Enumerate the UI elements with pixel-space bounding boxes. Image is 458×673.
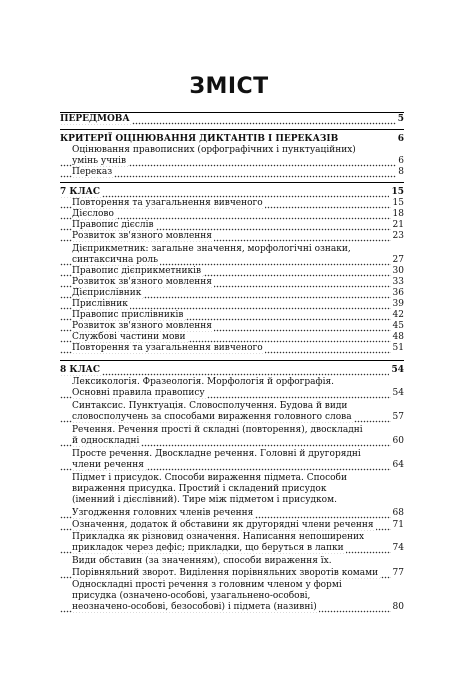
toc-entry[interactable]: Основні правила правопису 54 xyxy=(60,388,404,399)
toc-entry[interactable]: Повторення та узагальнення вивченого 51 xyxy=(60,343,404,354)
toc-entry-line[interactable]: вираження присудка. Простий і складений присудок xyxy=(72,484,327,494)
page-number: 64 xyxy=(392,460,404,470)
toc-entry[interactable]: неозначено-особові, безособові) і підмета (називні) 80 xyxy=(60,602,404,613)
page-number: 6 xyxy=(397,134,404,144)
page-number: 57 xyxy=(392,412,404,422)
toc-entry[interactable]: словосполучень за способами вираження головного слова 57 xyxy=(60,412,404,423)
toc-entry[interactable]: Повторення та узагальнення вивченого 15 xyxy=(60,198,404,209)
page-number: 5 xyxy=(397,114,404,124)
page-number: 15 xyxy=(391,187,404,197)
page-number: 18 xyxy=(392,209,404,219)
toc-entry[interactable]: Порівняльний зворот. Виділення порівняльних зворотів комами 77 xyxy=(60,568,404,579)
toc-entry-assessment[interactable]: умінь учнів 6 xyxy=(60,156,404,167)
page-number: 27 xyxy=(392,255,404,265)
page-number: 71 xyxy=(392,520,404,530)
page-number: 23 xyxy=(392,231,404,241)
toc-entry[interactable]: Прислівник 39 xyxy=(60,299,404,310)
page-number: 77 xyxy=(392,568,404,578)
toc-entry[interactable]: прикладок через дефіс; прикладки, що беруться в лапки 74 xyxy=(60,543,404,554)
page-number: 60 xyxy=(392,436,404,446)
page-number: 6 xyxy=(398,156,404,166)
page-number: 15 xyxy=(392,198,404,208)
page-number: 39 xyxy=(392,299,404,309)
page-title: ЗМІСТ xyxy=(189,74,269,99)
toc-entry-line[interactable]: Підмет і присудок. Способи вираження підмета. Способи xyxy=(72,473,347,483)
toc-entry[interactable]: Розвиток зв'язного мовлення 23 xyxy=(60,231,404,242)
toc-entry[interactable]: Службові частини мови 48 xyxy=(60,332,404,343)
toc-entry[interactable]: синтаксична роль 27 xyxy=(60,255,404,266)
toc-entry[interactable]: Дієслово 18 xyxy=(60,209,404,220)
page-number: 30 xyxy=(392,266,404,276)
page-number: 45 xyxy=(392,321,404,331)
page-number: 74 xyxy=(392,543,404,553)
toc-entry-retelling[interactable]: Переказ 8 xyxy=(60,167,404,178)
page-number: 33 xyxy=(392,277,404,287)
toc-entry-grade-8[interactable]: 8 КЛАС 54 xyxy=(60,365,404,375)
toc-entry[interactable]: Дієприслівник 36 xyxy=(60,288,404,299)
toc-entry-criteria[interactable]: КРИТЕРІЇ ОЦІНЮВАННЯ ДИКТАНТІВ І ПЕРЕКАЗІВ 6 xyxy=(60,134,404,144)
page-number: 68 xyxy=(392,508,404,518)
toc-entry-line[interactable]: (іменний і дієслівний). Тире між підметом і присудком. xyxy=(72,495,337,505)
toc-entry-line[interactable]: Дієприкметник: загальне значення, морфологічні ознаки, xyxy=(72,244,351,254)
toc-entry[interactable]: й односкладні 60 xyxy=(60,436,404,447)
divider xyxy=(60,182,404,183)
page-number: 48 xyxy=(392,332,404,342)
page-number: 80 xyxy=(392,602,404,612)
page-number: 36 xyxy=(392,288,404,298)
divider xyxy=(60,360,404,361)
page-number: 21 xyxy=(392,220,404,230)
toc-entry-line[interactable]: Лексикологія. Фразеологія. Морфологія й орфографія. xyxy=(72,377,334,387)
toc-entry[interactable]: члени речення 64 xyxy=(60,460,404,471)
divider xyxy=(60,129,404,130)
page-number: 54 xyxy=(391,365,404,375)
toc-entry-line[interactable]: Просте речення. Двоскладне речення. Головні й другорядні xyxy=(72,449,361,459)
toc-entry-line[interactable]: Оцінювання правописних (орфографічних і пунктуаційних) xyxy=(72,145,356,155)
toc-entry[interactable]: Правопис дієприкметників 30 xyxy=(60,266,404,277)
toc-entry-line[interactable]: присудка (означено-особові, узагальнено-особові, xyxy=(72,591,311,601)
toc-entry[interactable]: Означення, додаток й обставини як другорядні члени речення 71 xyxy=(60,520,404,531)
toc-entry[interactable]: Правопис дієслів 21 xyxy=(60,220,404,231)
page-number: 42 xyxy=(392,310,404,320)
toc-entry-grade-7[interactable]: 7 КЛАС 15 xyxy=(60,187,404,197)
toc-entry-line[interactable]: Речення. Речення прості й складні (повторення), двоскладні xyxy=(72,425,363,435)
toc-entry[interactable]: Правопис прислівників 42 xyxy=(60,310,404,321)
toc-entry[interactable]: Розвиток зв'язного мовлення 33 xyxy=(60,277,404,288)
toc-entry-line[interactable]: Односкладні прості речення з головним членом у формі xyxy=(72,580,342,590)
divider xyxy=(60,112,404,113)
toc-entry-preface[interactable]: ПЕРЕДМОВА 5 xyxy=(60,114,404,124)
toc-entry-line[interactable]: Синтаксис. Пунктуація. Словосполучення. Будова й види xyxy=(72,401,348,411)
page-number: 54 xyxy=(392,388,404,398)
toc-entry-line[interactable]: Види обставин (за значенням), способи вираження їх. xyxy=(72,556,332,566)
page-number: 51 xyxy=(392,343,404,353)
toc-entry[interactable]: Узгодження головних членів речення 68 xyxy=(60,508,404,519)
page-number: 8 xyxy=(398,167,404,177)
toc-entry-line[interactable]: Прикладка як різновид означення. Написання непоширених xyxy=(72,532,365,542)
toc-entry[interactable]: Розвиток зв'язного мовлення 45 xyxy=(60,321,404,332)
